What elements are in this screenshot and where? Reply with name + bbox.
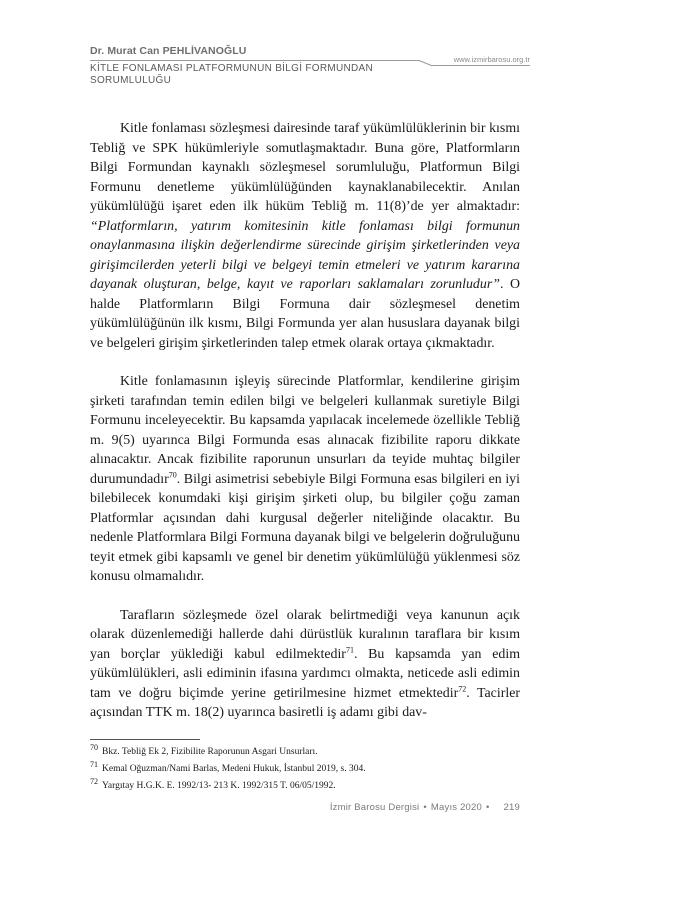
article-title-line: SORUMLULUĞU	[90, 75, 172, 86]
footnote-separator	[90, 739, 200, 740]
article-title-line: KİTLE FONLAMASI PLATFORMUNUN BİLGİ FORMUNDAN	[90, 63, 374, 74]
journal-name: İzmir Barosu Dergisi	[329, 802, 420, 813]
footnote: $^{72}$ Yargıtay H.G.K. E. 1992/13- 213 K. 1992/315 T. 06/05/1992.	[90, 776, 336, 791]
footnote: $^{70}$ Bkz. Tebliğ Ek 2, Fizibilite Raporunun Asgari Unsurları.	[90, 742, 318, 757]
header-rule-right	[432, 65, 530, 66]
footer-bullet: •	[486, 802, 490, 813]
page-number: 219	[503, 802, 520, 813]
paragraph-2: Kitle fonlamasının işleyiş sürecinde Platformlar, kendilerine girişim şirketi tarafından temin edilen bilgi ve belgeleri kullanmak suretiyle Bilgi Formunu inceleyecektir. Bu kapsamda yapılacak incelemede özellikle Tebliğ m. 9(5) uyarınca Bilgi Formunda esas alınacak fizibilite raporu dikkate alınacaktır. Ancak fizibilite raporunun unsurları da teyide muhtaç bilgiler durumundadır$^{70}$. Bilgi asimetrisi sebebiyle Bilgi Formuna esas bilgileri en iyi bilebilecek konumdaki kişi girişim şirketi olup, bu bilgiler çoğu zaman Platformlar açısından dahi kurgusal değerler niteliğinde olacaktır. Bu nedenle Platformlara Bilgi Formuna dayanak bilgi ve belgelerin doğruluğunu teyit etmek gibi kapsamlı ve genel bir denetim yükümlülüğü yüklenmesi söz konusu olmamalıdır.	[90, 374, 520, 584]
page-footer	[330, 802, 520, 813]
footnote: $^{71}$ Kemal Oğuzman/Nami Barlas, Medeni Hukuk, İstanbul 2019, s. 304.	[90, 759, 366, 774]
issue-date: Mayıs 2020	[430, 802, 483, 813]
website-link[interactable]: www.izmirbarosu.org.tr	[453, 55, 530, 64]
header-rule-slant	[419, 60, 432, 66]
footer-bullet: •	[423, 802, 427, 813]
footnote-ref[interactable]: 70	[168, 469, 177, 479]
footnotes	[90, 744, 520, 795]
paragraph-3: Tarafların sözleşmede özel olarak belirtmediği veya kanunun açık olarak düzenlemediği hallerde dahi dürüstlük kuralının taraflara bir kısım yan borçlar yüklediği kabul edilmektedir$^{71}$. Bu kapsamda yan edim yükümlülükleri, asli ediminin ifasına yardımcı olmakta, neticede asli edimin tam ve doğru biçimde yerine getirilmesine hizmet etmektedir$^{72}$. Tacirler açısından TTK m. 18(2) uyarınca basiretli iş adamı gibi dav-	[90, 607, 521, 720]
author-name: Dr. Murat Can PEHLİVANOĞLU	[90, 45, 247, 57]
running-header	[90, 45, 530, 86]
main-text	[90, 119, 520, 723]
quotation: “Platformların, yatırım komitesinin kitle fonlaması bilgi formunun onaylanmasına ilişkin değerlendirme sürecinde girişim şirketlerinden veya girişimcilerden yeterli bilgi ve belgeyi temin etmeleri ve yatırım kararına dayanak oluşturan, belge, kayıt ve raporları saklamaları zorunludur”	[90, 218, 520, 292]
footnote-ref[interactable]: 72	[458, 683, 467, 693]
paragraph-1: Kitle fonlaması sözleşmesi dairesinde taraf yükümlülüklerinin bir kısmı Tebliğ ve SPK hükümleriyle somutlaşmaktadır. Buna göre, Platformların Bilgi Formundan kaynaklı sözleşmesel sorumluluğu, Platformun Bilgi Formunu denetleme yükümlülüğünden kaynaklanabilecektir. Anılan yükümlülüğü işaret eden ilk hüküm Tebliğ m. 11(8)’de yer almaktadır: “Platformların, yatırım komitesinin kitle fonlaması bilgi formunun onaylanmasına ilişkin değerlendirme sürecinde girişim şirketlerinden veya girişimcilerden yeterli bilgi ve belgeyi temin etmeleri ve yatırım kararına dayanak oluşturan, belge, kayıt ve raporları saklamaları zorunludur”. O halde Platformların Bilgi Formuna dair sözleşmesel denetim yükümlülüğünün ilk kısmı, Bilgi Formunda yer alan hususlara dayanak bilgi ve belgeleri girişim şirketlerinden talep etmek olarak ortaya çıkmaktadır.	[90, 121, 521, 351]
header-rule	[90, 60, 420, 61]
article-title	[90, 63, 390, 87]
footnote-ref[interactable]: 71	[345, 644, 354, 654]
